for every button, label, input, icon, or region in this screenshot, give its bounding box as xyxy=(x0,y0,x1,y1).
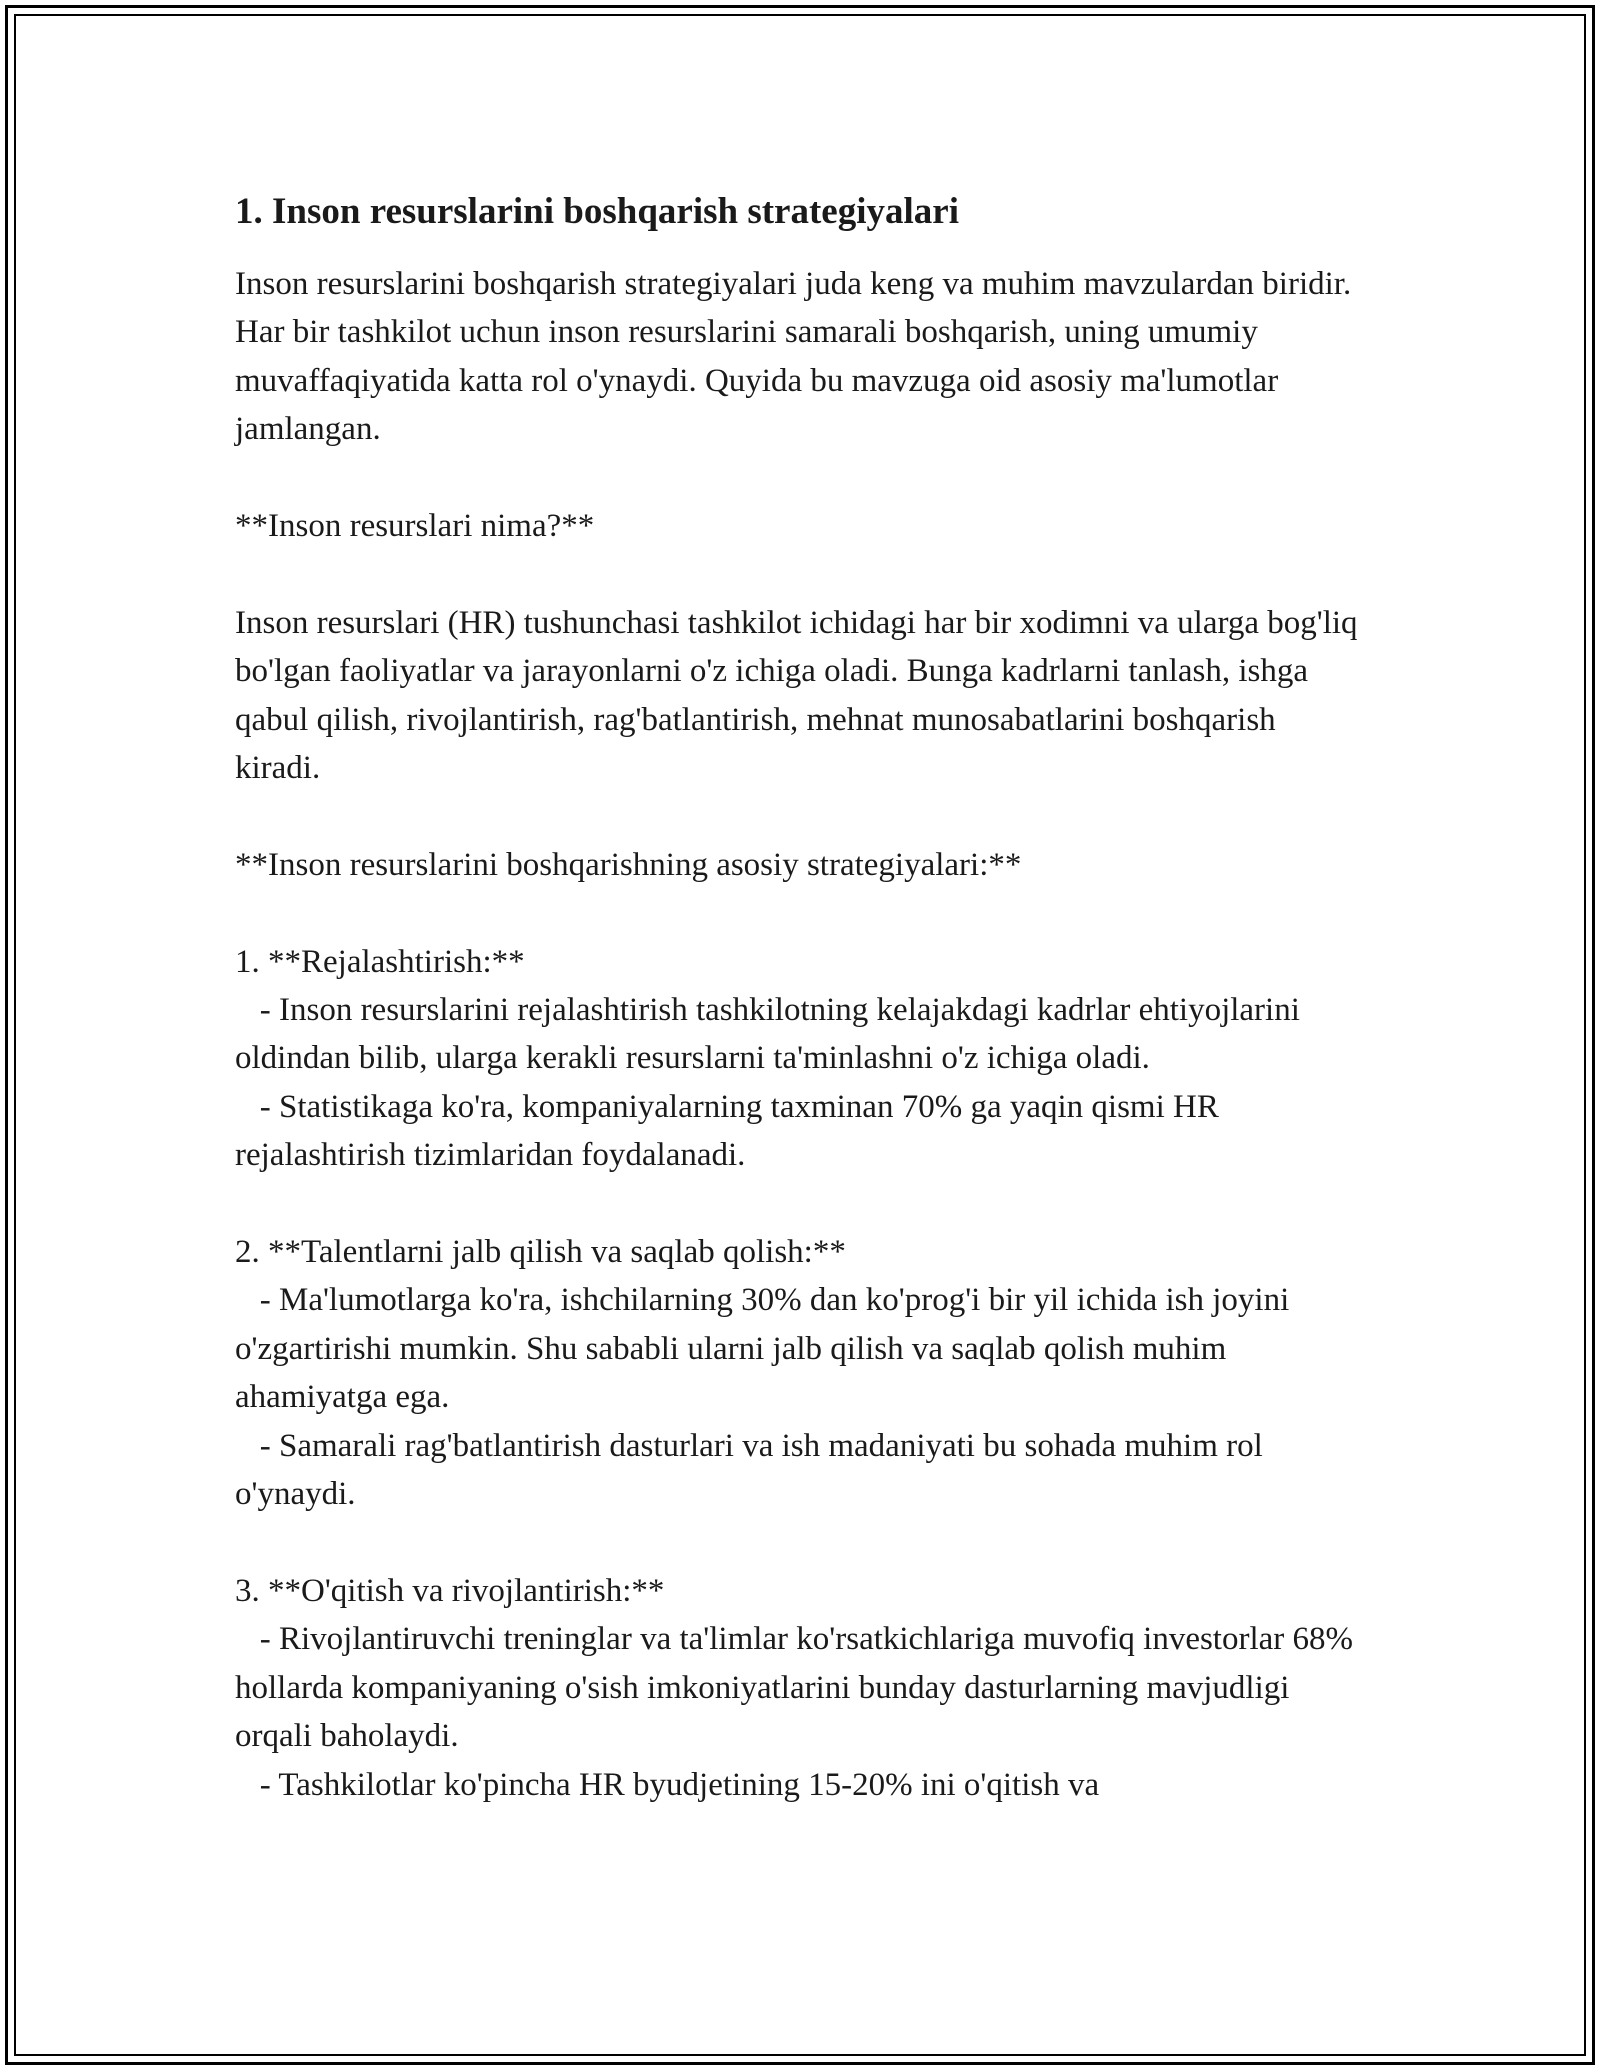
section-bullet: - Inson resurslarini rejalashtirish tashkilotning kelajakdagi kadrlar ehtiyojlarini oldindan bilib, ularga kerakli resurslarni ta'minlashni o'z ichiga oladi. xyxy=(235,992,1309,1077)
section-bullet: - Ma'lumotlarga ko'ra, ishchilarning 30% dan ko'prog'i bir yil ichida ish joyini o'zgartirishi mumkin. Shu sababli ularni jalb qilish va saqlab qolish muhim ahamiyatga ega. xyxy=(235,1282,1298,1416)
section-talent xyxy=(235,1228,1365,1518)
section-title: 2. **Talentlarni jalb qilish va saqlab qolish:** xyxy=(235,1234,846,1271)
subheading-main-strategies: **Inson resurslarini boshqarishning asosiy strategiyalari:** xyxy=(235,846,1022,883)
paragraph-gap xyxy=(235,792,1365,840)
hr-definition-paragraph: Inson resurslari (HR) tushunchasi tashkilot ichidagi har bir xodimni va ularga bog'liq bo'lgan faoliyatlar va jarayonlarni o'z ichiga oladi. Bunga kadrlarni tanlash, ishga qabul qilish, rivojlantirish, rag'batlantirish, mehnat munosabatlarini boshqarish kiradi. xyxy=(235,604,1366,787)
paragraph-gap xyxy=(235,1518,1365,1566)
document-heading: 1. Inson resurslarini boshqarish strategiyalari xyxy=(235,191,959,232)
paragraph-gap xyxy=(235,1180,1365,1228)
section-title: 1. **Rejalashtirish:** xyxy=(235,943,525,980)
paragraph-gap xyxy=(235,454,1365,502)
paragraph-gap xyxy=(235,550,1365,598)
section-bullet: - Statistikaga ko'ra, kompaniyalarning taxminan 70% ga yaqin qismi HR rejalashtirish tizimlaridan foydalanadi. xyxy=(235,1088,1228,1174)
paragraph-gap xyxy=(235,889,1365,937)
section-planning xyxy=(235,938,1365,1180)
section-bullet: - Samarali rag'batlantirish dasturlari va ish madaniyati bu sohada muhim rol o'ynaydi. xyxy=(235,1427,1272,1513)
document-body xyxy=(235,186,1365,1809)
section-training xyxy=(235,1567,1365,1809)
intro-paragraph: Inson resurslarini boshqarish strategiyalari juda keng va muhim mavzulardan biridir. Har bir tashkilot uchun inson resurslarini samarali boshqarish, uning umumiy muvaffaqiyatida katta rol o'ynaydi. Quyida bu mavzuga oid asosiy ma'lumotlar jamlangan. xyxy=(235,266,1360,448)
section-title: 3. **O'qitish va rivojlantirish:** xyxy=(235,1572,665,1609)
section-bullet: - Rivojlantiruvchi treninglar va ta'limlar ko'rsatkichlariga muvofiq investorlar 68% hollarda kompaniyaning o'sish imkoniyatlarini bunday dasturlarning mavjudligi orqali baholaydi. xyxy=(235,1621,1362,1755)
section-bullet: - Tashkilotlar ko'pincha HR byudjetining 15-20% ini o'qitish va xyxy=(235,1766,1100,1803)
subheading-what-is-hr: **Inson resurslari nima?** xyxy=(235,508,595,545)
